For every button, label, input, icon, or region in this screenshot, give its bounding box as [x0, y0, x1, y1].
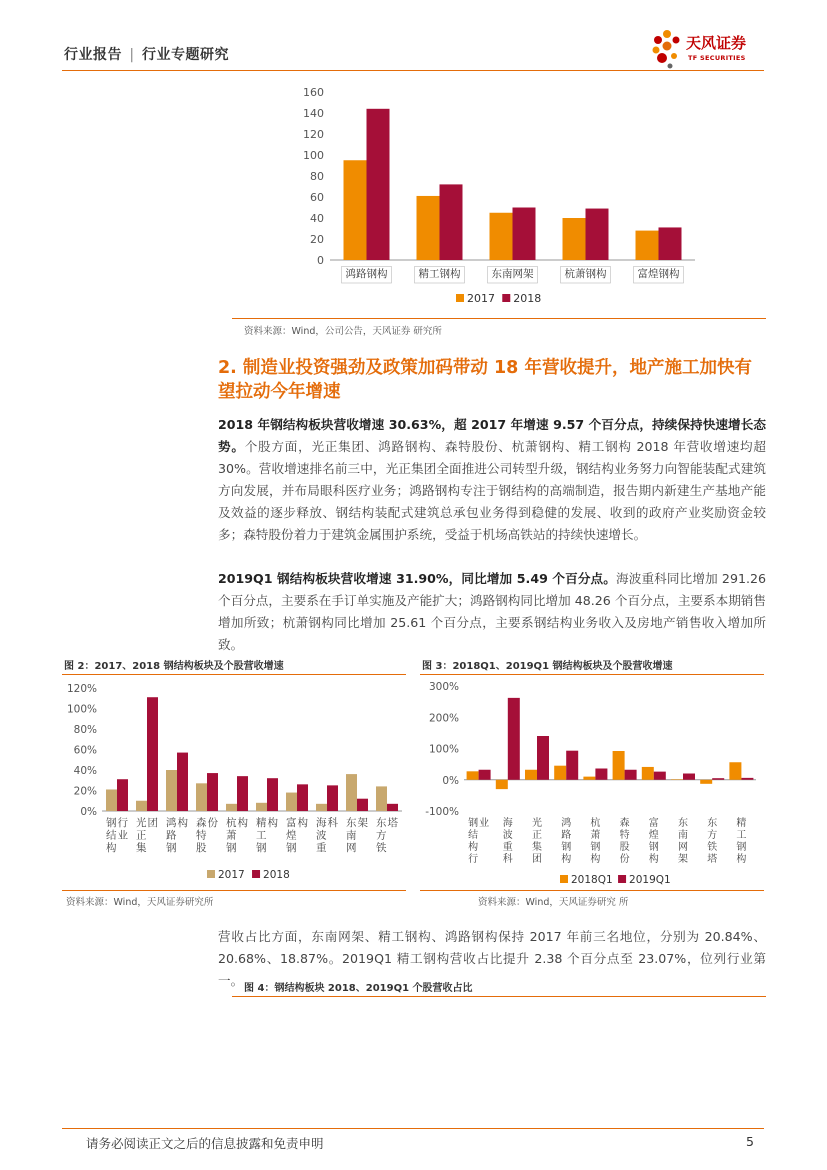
tf-securities-logo [650, 26, 770, 70]
bar-2017-东方铁塔 [376, 786, 387, 811]
header-rule [62, 70, 764, 71]
bar-2017-光正集团 [136, 801, 147, 811]
footer-disclaimer: 请务必阅读正文之后的信息披露和免责申明 [86, 1136, 324, 1151]
category-label: 东南网架 [346, 817, 368, 854]
footer-rule [62, 1128, 764, 1129]
bar-2018-森特股份 [207, 773, 218, 811]
logo-flower-icon [650, 26, 684, 70]
bar-2018-鸿路钢构 [367, 109, 390, 260]
category-label: 鸿路钢构 [561, 818, 572, 865]
category-label: 杭萧钢构 [564, 268, 607, 280]
bar-2018Q1-东方铁塔 [700, 780, 712, 784]
category-label: 东南网架 [678, 818, 688, 865]
category-label: 精工钢构 [418, 268, 461, 280]
bar-2018Q1-海波重科 [496, 780, 508, 789]
legend-label-2017: 2017 [467, 292, 495, 305]
fig2-caption: 图 2：2017、2018 钢结构板块及个股营收增速 [64, 661, 284, 672]
category-label: 鸿路钢构 [166, 817, 188, 854]
fig4-caption: 图 4：钢结构板块 2018、2019Q1 个股营收占比 [244, 983, 473, 994]
y-tick-label: 40 [310, 212, 324, 225]
y-tick-label: 20 [310, 233, 324, 246]
category-label: 钢结构行业 [106, 817, 128, 854]
bar-2017-杭萧钢构 [563, 218, 586, 260]
y-tick-label: 100% [66, 703, 97, 716]
bar-2018-杭萧钢构 [586, 209, 609, 260]
paragraph-2019q1-lead: 2019Q1 钢结构板块营收增速 31.90%，同比增加 5.49 个百分点。 [218, 571, 616, 586]
y-tick-label: 80 [310, 170, 324, 183]
bar-2018-东南网架 [513, 208, 536, 261]
y-tick-label: 60% [73, 744, 97, 757]
paragraph-2018-growth [218, 414, 766, 546]
bar-2019Q1-海波重科 [508, 698, 520, 780]
paragraph-2019q1-body: 海波重科同比增加 291.26 个百分点，主要系在手订单实施及产能扩大；鸿路钢构同比增加 48.26 个百分点，主要系本期销售增加所致；杭萧钢构同比增加 25.61 个百分点，主要系钢结构业务收入及房地产销售收入增加所致。 [218, 571, 766, 652]
bar-2018Q1-富煌钢构 [642, 767, 654, 780]
paragraph-2019q1-growth [218, 568, 766, 656]
legend-swatch-2018 [502, 294, 510, 302]
category-label: 杭萧钢构 [590, 818, 601, 865]
category-label: 东方铁塔 [707, 818, 718, 865]
bar-2018Q1-东南网架 [671, 779, 683, 780]
y-tick-label: 140 [303, 107, 324, 120]
y-tick-label: 120 [303, 128, 324, 141]
y-tick-label: 120% [66, 683, 97, 695]
bar-2019Q1-东南网架 [683, 774, 695, 780]
bar-2017-杭萧钢构 [226, 804, 237, 811]
paragraph-2018-body: 个股方面，光正集团、鸿路钢构、森特股份、杭萧钢构、精工钢构 2018 年营收增速均超 30%。营收增速排名前三中，光正集团全面推进公司转型升级，钢结构业务努力向智能装配式建筑方向发展，并布局眼科医疗业务；鸿路钢构专注于钢结构的高端制造，报告期内新建生产基地产能及效益的逐步释放、钢结构装配式建筑总承包业务得到稳健的发展、收到的政府产业奖励资金较多；森特股份着力于建筑金属围护系统，受益于机场高铁站的持续快速增长。 [218, 439, 767, 542]
paragraph-2018-lead: 2018 年钢结构板块营收增速 30.63%，超 2017 年增速 9.57 个百分点，持续保持快速增长态势。 [218, 417, 766, 454]
logo-name: 天风证券 [686, 34, 747, 52]
bar-2017-森特股份 [196, 783, 207, 811]
bar-2018Q1-森特股份 [613, 751, 625, 780]
legend-swatch-2017 [207, 870, 215, 878]
top-chart-source: 资料来源：Wind，公司公告，天风证券 研究所 [244, 326, 442, 337]
fig3-top-rule [420, 674, 764, 675]
fig3-bottom-rule [420, 890, 764, 891]
y-tick-label: 160 [303, 86, 324, 99]
logo-subtitle: TF SECURITIES [688, 54, 746, 62]
fig3-caption: 图 3：2018Q1、2019Q1 钢结构板块及个股营收增速 [422, 661, 673, 672]
bar-2018Q1-杭萧钢构 [583, 777, 595, 780]
category-label: 精工钢构 [256, 817, 278, 854]
category-label: 森特股份 [196, 817, 218, 854]
bar-2019Q1-杭萧钢构 [595, 769, 607, 780]
bar-2018Q1-鸿路钢构 [554, 766, 566, 780]
legend-label-2018Q1: 2018Q1 [571, 874, 613, 886]
category-label: 富煌钢构 [286, 817, 308, 854]
category-label: 光正集团 [136, 817, 158, 854]
bar-2019Q1-森特股份 [625, 770, 637, 780]
category-label: 海波重科 [316, 817, 338, 854]
bar-2018-杭萧钢构 [237, 776, 248, 811]
y-tick-label: 100% [428, 743, 459, 756]
bar-2018-光正集团 [147, 697, 158, 811]
fig2-bottom-rule [62, 890, 406, 891]
y-tick-label: 0% [442, 774, 459, 787]
legend-label-2019Q1: 2019Q1 [629, 874, 671, 886]
y-tick-label: 0% [80, 806, 97, 818]
bar-2017-精工钢构 [417, 196, 440, 260]
bar-2018Q1-光正集团 [525, 770, 537, 780]
legend-label-2017: 2017 [218, 869, 245, 881]
paragraph-revenue-share: 营收占比方面，东南网架、精工钢构、鸿路钢构保持 2017 年前三名地位，分别为 20.84%、20.68%、18.87%。2019Q1 精工钢构营收占比提升 2.38 个百分点至 23.07%，位列行业第一。 [218, 929, 766, 988]
bar-2018-东方铁塔 [387, 804, 398, 811]
bar-2017-东南网架 [490, 213, 513, 260]
fig3-source: 资料来源：Wind，天风证券研究 所 [478, 897, 629, 908]
top-chart-rule [232, 318, 766, 319]
fig4-top-rule [232, 996, 766, 997]
category-label: 钢结构行业 [468, 818, 490, 865]
y-tick-label: 0 [317, 254, 324, 267]
section-heading: 2. 制造业投资强劲及政策加码带动 18 年营收提升，地产施工加快有望拉动今年增速 [218, 358, 752, 402]
category-label: 东方铁塔 [376, 817, 398, 854]
bar-2017-富煌钢构 [636, 231, 659, 260]
fig2-growth-chart [62, 676, 408, 884]
report-type-header [64, 44, 229, 64]
fig2-source: 资料来源：Wind，天风证券研究所 [66, 897, 214, 908]
bar-2018-富煌钢构 [297, 784, 308, 811]
bar-2017-鸿路钢构 [166, 770, 177, 811]
fig3-growth-chart [420, 676, 766, 886]
bar-2018-钢结构行业 [117, 779, 128, 811]
bar-2017-海波重科 [316, 804, 327, 811]
bar-2017-富煌钢构 [286, 793, 297, 811]
category-label: 光正集团 [532, 818, 542, 865]
bar-2018-精工钢构 [440, 184, 463, 260]
bar-2018-海波重科 [327, 785, 338, 811]
y-tick-label: 300% [428, 681, 459, 693]
category-label: 海波重科 [502, 818, 513, 865]
bar-2019Q1-精工钢构 [741, 778, 753, 780]
y-tick-label: 80% [73, 724, 97, 736]
report-subtype-label: 行业专题研究 [141, 47, 229, 63]
bar-2018Q1-钢结构行业 [467, 771, 479, 779]
bar-2019Q1-钢结构行业 [479, 770, 491, 780]
legend-swatch-2017 [456, 294, 464, 302]
fig2-top-rule [62, 674, 406, 675]
bar-2017-鸿路钢构 [344, 160, 367, 260]
category-label: 富煌钢构 [637, 268, 680, 280]
y-tick-label: 40% [73, 765, 97, 777]
header-separator: | [129, 47, 135, 63]
y-tick-label: 20% [73, 785, 97, 798]
bar-2019Q1-富煌钢构 [654, 772, 666, 780]
category-label: 精工钢构 [736, 818, 747, 865]
bar-2018-精工钢构 [267, 778, 278, 811]
legend-label-2018: 2018 [513, 292, 542, 305]
page-number: 5 [746, 1134, 754, 1149]
bar-2018Q1-精工钢构 [729, 762, 741, 780]
bar-2017-精工钢构 [256, 803, 267, 811]
legend-label-2018: 2018 [263, 869, 290, 881]
bar-2019Q1-东方铁塔 [712, 778, 724, 780]
bar-2019Q1-光正集团 [537, 736, 549, 780]
bar-2018-鸿路钢构 [177, 753, 188, 811]
top-revenue-chart [270, 80, 730, 312]
y-tick-label: 200% [428, 712, 459, 725]
category-label: 鸿路钢构 [345, 268, 388, 280]
bar-2018-富煌钢构 [659, 227, 682, 260]
y-tick-label: 100 [303, 149, 324, 162]
legend-swatch-2019Q1 [618, 875, 626, 883]
category-label: 森特股份 [619, 818, 630, 865]
y-tick-label: -100% [425, 806, 459, 818]
y-tick-label: 60 [310, 191, 324, 204]
bar-2017-钢结构行业 [106, 789, 117, 811]
report-type-label: 行业报告 [64, 47, 122, 63]
bar-2019Q1-鸿路钢构 [566, 751, 578, 780]
category-label: 杭萧钢构 [226, 817, 248, 854]
bar-2018-东南网架 [357, 799, 368, 811]
category-label: 富煌钢构 [648, 818, 659, 865]
bar-2017-东南网架 [346, 774, 357, 811]
category-label: 东南网架 [491, 268, 534, 280]
legend-swatch-2018Q1 [560, 875, 568, 883]
legend-swatch-2018 [252, 870, 260, 878]
